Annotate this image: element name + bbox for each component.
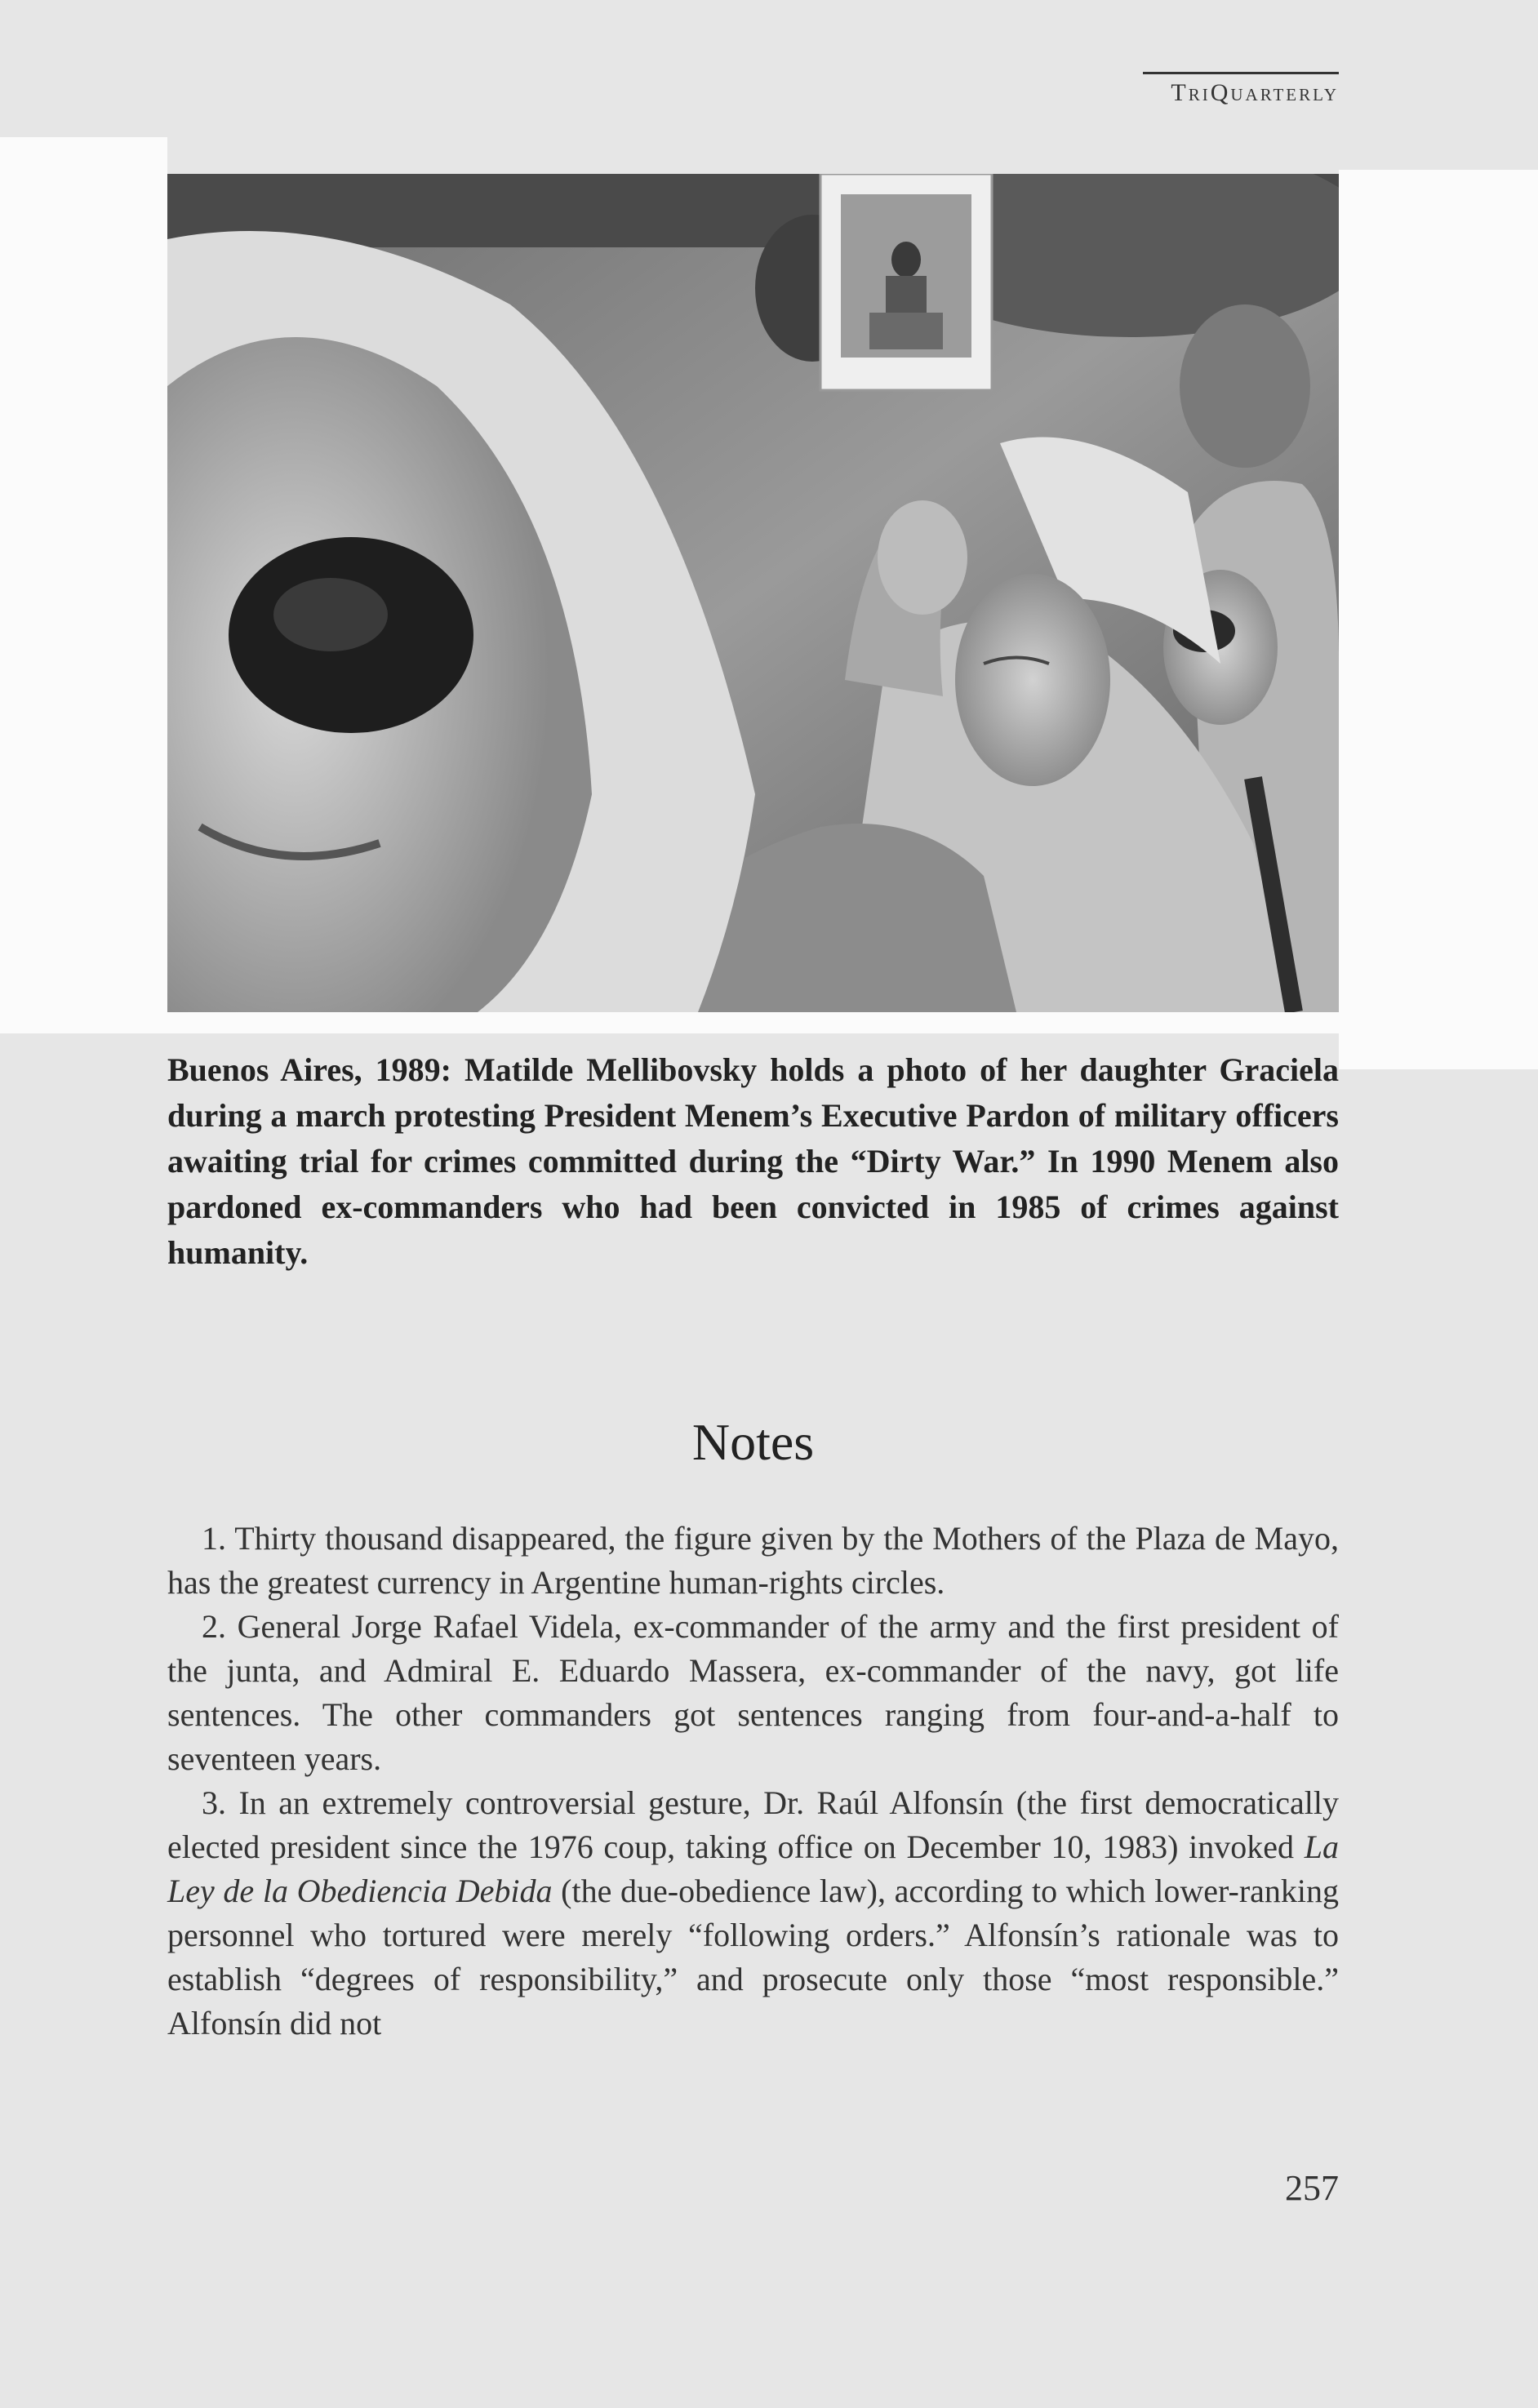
note-1 [167,1517,1339,1605]
note-3 [167,1781,1339,2046]
page-number: 257 [1285,2168,1339,2208]
scan-margin-right [1339,170,1538,1069]
note-2-text: 2. General Jorge Rafael Videla, ex-commander of the army and the first president of the junta, and Admiral E. Eduardo Massera, ex-commander of the navy, got life sentences. The other commanders got sentences ranging from four-and-a-half to seventeen years. [167,1608,1339,1777]
scan-margin-left [0,137,167,1033]
note-3-italic-title: La Ley de la Obediencia Debida [167,1828,1339,1909]
protest-photo [167,174,1339,1012]
figure-caption: Buenos Aires, 1989: Matilde Mellibovsky holds a photo of her daughter Graciela during a march protesting President Menem’s Executive Pardon of military officers awaiting trial for crimes committed during the “Dirty War.” In 1990 Menem also pardoned ex-commanders who had been convicted in 1985 of crimes against humanity. [167,1051,1339,1271]
protest-photo-icon [167,174,1339,1012]
note-3-text-before: 3. In an extremely controversial gesture, Dr. Raúl Alfonsín (the first democratically elected president since the 1976 coup, taking office on December 10, 1983) invoked [167,1784,1339,1865]
running-header: TriQuarterly [1143,72,1339,107]
note-2 [167,1605,1339,1781]
notes-list [167,1517,1339,2046]
note-1-text: 1. Thirty thousand disappeared, the figure given by the Mothers of the Plaza de Mayo, has the greatest currency in Argentine human-rights circles. [167,1520,1339,1601]
scan-margin-under-photo [167,1011,1339,1033]
note-3-text-after: (the due-obedience law), according to which lower-ranking personnel who tortured were merely “following orders.” Alfonsín’s rationale was to establish “degrees of responsibility,” and prosecute only those “most responsible.” Alfonsín did not [167,1873,1340,2041]
notes-heading: Notes [691,1413,815,1471]
